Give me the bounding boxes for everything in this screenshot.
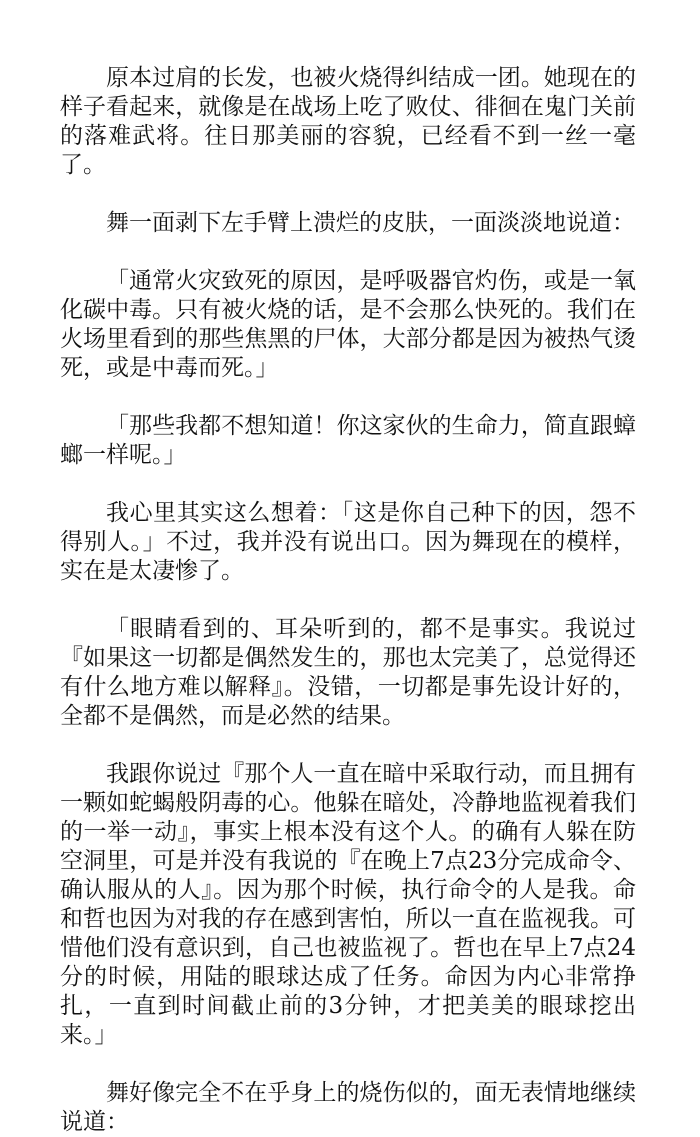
paragraph-7: 我跟你说过『那个人一直在暗中采取行动，而且拥有一颗如蛇蝎般阴毒的心。他躲在暗处，冷静地监视着我们的一举一动』，事实上根本没有这个人。的确有人躲在防空洞里，可是并没有我说的『在晚上7点23分完成命令、确认服从的人』。因为那个时候，执行命令的人是我。命和哲也因为对我的存在感到害怕，所以一直在监视我。可惜他们没有意识到，自己也被监视了。哲也在早上7点24分的时候，用陆的眼球达成了任务。命因为内心非常挣扎，一直到时间截止前的3分钟，才把美美的眼球挖出来。」 (60, 761, 636, 1048)
paragraph-3: 「通常火灾致死的原因，是呼吸器官灼伤，或是一氧化碳中毒。只有被火烧的话，是不会那么快死的。我们在火场里看到的那些焦黑的尸体，大部分都是因为被热气烫死，或是中毒而死。」 (60, 268, 636, 381)
paragraph-4: 「那些我都不想知道！你这家伙的生命力，简直跟蟑螂一样呢。」 (60, 413, 636, 468)
paragraph-2: 舞一面剥下左手臂上溃烂的皮肤，一面淡淡地说道： (106, 210, 635, 236)
page-body (60, 64, 636, 1137)
paragraph-6: 「眼睛看到的、耳朵听到的，都不是事实。我说过『如果这一切都是偶然发生的，那也太完美了，总觉得还有什么地方难以解释』。没错，一切都是事先设计好的，全都不是偶然，而是必然的结果。 (60, 616, 636, 729)
paragraph-1: 原本过肩的长发，也被火烧得纠结成一团。她现在的样子看起来，就像是在战场上吃了败仗、徘徊在鬼门关前的落难武将。往日那美丽的容貌，已经看不到一丝一毫了。 (60, 65, 636, 178)
paragraph-5: 我心里其实这么想着：「这是你自己种下的因，怨不得别人。」不过，我并没有说出口。因为舞现在的模样，实在是太凄惨了。 (60, 500, 636, 584)
paragraph-8: 舞好像完全不在乎身上的烧伤似的，面无表情地继续说道： (60, 1080, 636, 1135)
